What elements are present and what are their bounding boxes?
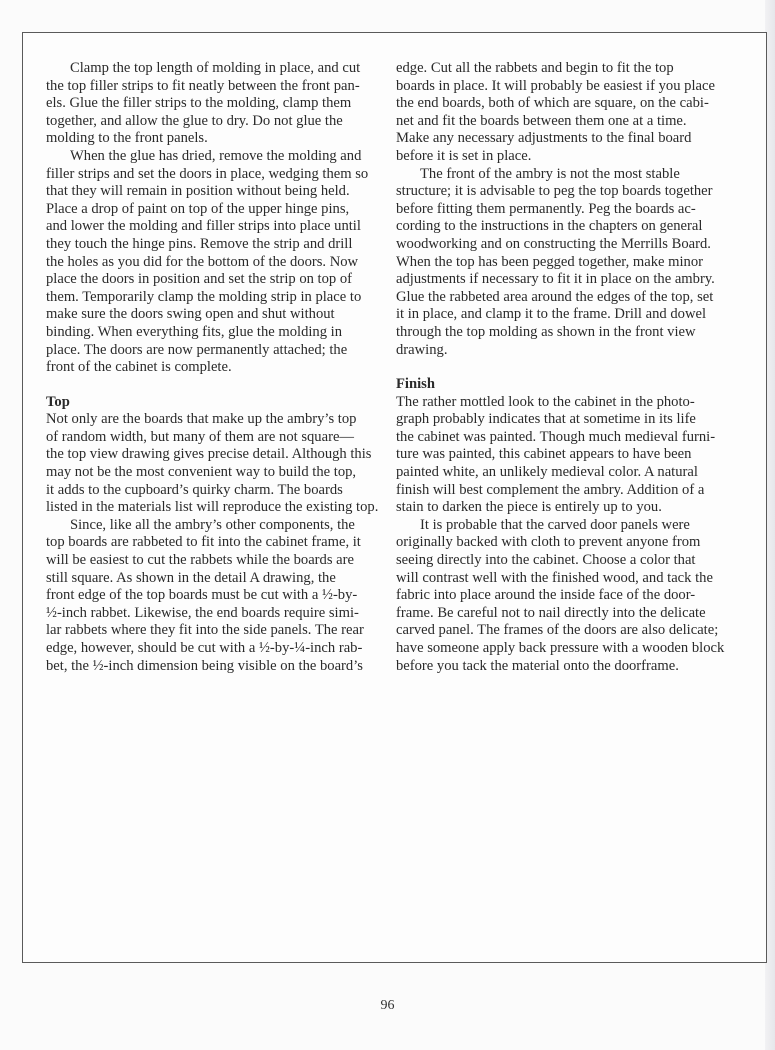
text-line: before fitting them permanently. Peg the boards ac- [396, 200, 696, 217]
paragraph-cut-rabbets [396, 60, 732, 166]
text-line: and lower the molding and filler strips into place until [46, 218, 361, 235]
text-line: top boards are rabbeted to fit into the cabinet frame, it [46, 534, 361, 551]
text-line: frame. Be careful not to nail directly into the delicate [396, 604, 706, 621]
text-line: molding to the front panels. [46, 130, 208, 147]
text-line: els. Glue the filler strips to the molding, clamp them [46, 95, 352, 112]
text-line: through the top molding as shown in the front view [396, 323, 696, 340]
text-line: structure; it is advisable to peg the top boards together [396, 183, 713, 200]
text-line: will contrast well with the finished wood, and tack the [396, 569, 713, 586]
text-line: It is probable that the carved door panels were [420, 516, 690, 533]
text-line: the end boards, both of which are square, on the cabi- [396, 95, 709, 112]
text-line: they touch the hinge pins. Remove the strip and drill [46, 235, 353, 252]
text-line: ½-inch rabbet. Likewise, the end boards require simi- [46, 604, 359, 621]
text-line: net and fit the boards between them one at a time. [396, 112, 687, 129]
text-line: ture was painted, this cabinet appears to have been [396, 446, 692, 463]
text-line: seeing directly into the cabinet. Choose a color that [396, 552, 696, 569]
text-line: filler strips and set the doors in place, wedging them so [46, 165, 369, 182]
text-line: stain to darken the piece is entirely up to you. [396, 499, 662, 516]
text-line: finish will best complement the ambry. Addition of a [396, 481, 705, 498]
text-line: Since, like all the ambry’s other components, the [70, 516, 355, 533]
text-line: listed in the materials list will reproduce the existing top. [46, 499, 379, 516]
paragraph-clamp-molding [46, 60, 382, 148]
text-line: edge. Cut all the rabbets and begin to fit the top [396, 60, 674, 76]
text-line: carved panel. The frames of the doors are also delicate; [396, 622, 719, 639]
paragraph-peg-boards [396, 166, 732, 360]
text-line: When the glue has dried, remove the molding and [70, 147, 362, 164]
text-line: still square. As shown in the detail A drawing, the [46, 569, 336, 586]
text-line: cording to the instructions in the chapters on general [396, 218, 703, 235]
section-heading-finish: Finish [396, 376, 435, 393]
paragraph-cloth-backing [396, 517, 732, 675]
text-line: lar rabbets where they fit into the side panels. The rear [46, 622, 364, 639]
text-line: together, and allow the glue to dry. Do not glue the [46, 112, 343, 129]
text-line: fabric into place around the inside face of the door- [396, 587, 696, 604]
text-line: When the top has been pegged together, make minor [396, 253, 703, 270]
text-line: it in place, and clamp it to the frame. Drill and dowel [396, 306, 707, 323]
text-line: front of the cabinet is complete. [46, 359, 232, 376]
text-line: may not be the most convenient way to build the top, [46, 464, 357, 481]
text-line: them. Temporarily clamp the molding strip in place to [46, 288, 362, 305]
text-line: before you tack the material onto the doorframe. [396, 657, 679, 674]
text-line: have someone apply back pressure with a wooden block [396, 640, 725, 656]
right-column [396, 60, 732, 675]
text-line: graph probably indicates that at sometime in its life [396, 411, 696, 428]
text-line: make sure the doors swing open and shut without [46, 306, 335, 323]
text-line: that they will remain in position without being held. [46, 183, 350, 200]
paragraph-glue-dried [46, 148, 382, 377]
text-line: originally backed with cloth to prevent anyone from [396, 534, 701, 551]
text-line: place the doors in position and set the strip on top of [46, 271, 353, 288]
text-line: Glue the rabbeted area around the edges of the top, set [396, 288, 714, 305]
text-line: will be easiest to cut the rabbets while the boards are [46, 552, 354, 569]
text-line: woodworking and on constructing the Merrills Board. [396, 235, 711, 252]
text-line: the cabinet was painted. Though much medieval furni- [396, 428, 716, 445]
text-line: place. The doors are now permanently attached; the [46, 341, 348, 358]
text-line: drawing. [396, 341, 448, 358]
text-line: it adds to the cupboard’s quirky charm. The boards [46, 481, 343, 498]
text-line: adjustments if necessary to fit it in place on the ambry. [396, 271, 715, 288]
text-line: the holes as you did for the bottom of the doors. Now [46, 253, 359, 270]
text-line: edge, however, should be cut with a ½-by-¼-inch rab- [46, 640, 363, 656]
text-line: The rather mottled look to the cabinet in the photo- [396, 393, 695, 410]
paragraph-rabbets [46, 517, 382, 675]
text-line: The front of the ambry is not the most stable [420, 165, 680, 182]
text-line: before it is set in place. [396, 147, 532, 164]
text-line: bet, the ½-inch dimension being visible on the board’s [46, 657, 363, 674]
text-line: painted white, an unlikely medieval color. A natural [396, 464, 698, 481]
text-line: Not only are the boards that make up the ambry’s top [46, 411, 357, 428]
text-line: of random width, but many of them are not square— [46, 428, 355, 445]
text-line: Make any necessary adjustments to the final board [396, 130, 692, 147]
text-line: Clamp the top length of molding in place, and cut [70, 60, 361, 76]
left-column [46, 60, 382, 675]
page-number: 96 [380, 998, 395, 1013]
text-line: the top filler strips to fit neatly between the front pan- [46, 77, 360, 94]
paragraph-top-boards [46, 411, 382, 517]
text-line: Place a drop of paint on top of the upper hinge pins, [46, 200, 350, 217]
text-line: front edge of the top boards must be cut with a ½-by- [46, 587, 358, 604]
text-line: boards in place. It will probably be easiest if you place [396, 77, 715, 94]
paragraph-mottled-finish [396, 394, 732, 517]
text-line: the top view drawing gives precise detail. Although this [46, 446, 372, 463]
text-line: binding. When everything fits, glue the molding in [46, 323, 343, 340]
section-heading-top: Top [46, 393, 70, 410]
